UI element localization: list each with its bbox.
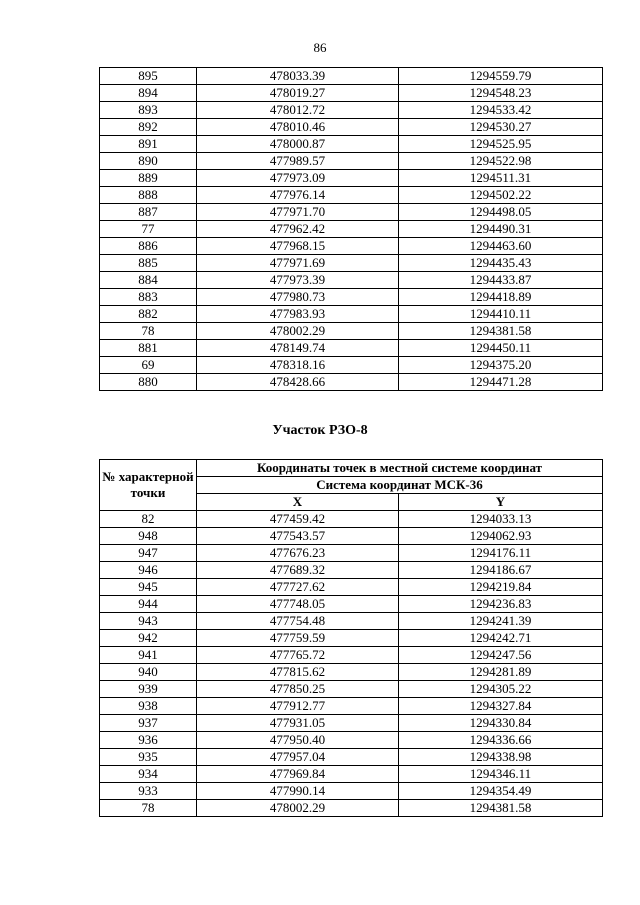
table-header: [100, 460, 603, 511]
y-coordinate-cell: 1294375.20: [399, 357, 603, 374]
table-row: [100, 698, 603, 715]
table-row: [100, 102, 603, 119]
table-row: [100, 545, 603, 562]
table-row: [100, 68, 603, 85]
table-row: [100, 170, 603, 187]
y-coordinate-cell: 1294281.89: [399, 664, 603, 681]
table-row: [100, 187, 603, 204]
y-coordinate-cell: 1294354.49: [399, 783, 603, 800]
y-coordinate-cell: 1294502.22: [399, 187, 603, 204]
table-row: [100, 357, 603, 374]
x-coordinate-cell: 478149.74: [197, 340, 399, 357]
x-coordinate-cell: 477971.69: [197, 255, 399, 272]
table-row: [100, 323, 603, 340]
point-number-cell: 880: [100, 374, 197, 391]
x-coordinate-cell: 477990.14: [197, 783, 399, 800]
point-number-cell: 941: [100, 647, 197, 664]
x-coordinate-cell: 478000.87: [197, 136, 399, 153]
y-coordinate-cell: 1294186.67: [399, 562, 603, 579]
table-row: [100, 647, 603, 664]
y-coordinate-cell: 1294498.05: [399, 204, 603, 221]
table-row: [100, 681, 603, 698]
table-row: [100, 613, 603, 630]
table-row: [100, 119, 603, 136]
point-number-cell: 944: [100, 596, 197, 613]
x-coordinate-cell: 477765.72: [197, 647, 399, 664]
y-coordinate-cell: 1294450.11: [399, 340, 603, 357]
table-row: [100, 783, 603, 800]
point-number-cell: 943: [100, 613, 197, 630]
y-coordinate-cell: 1294241.39: [399, 613, 603, 630]
x-coordinate-cell: 477971.70: [197, 204, 399, 221]
point-number-cell: 891: [100, 136, 197, 153]
point-number-cell: 885: [100, 255, 197, 272]
point-number-cell: 946: [100, 562, 197, 579]
point-number-cell: 895: [100, 68, 197, 85]
table-row: [100, 511, 603, 528]
y-coordinate-cell: 1294219.84: [399, 579, 603, 596]
table-row: [100, 255, 603, 272]
point-number-cell: 890: [100, 153, 197, 170]
point-number-cell: 936: [100, 732, 197, 749]
y-coordinate-cell: 1294511.31: [399, 170, 603, 187]
x-coordinate-cell: 477973.39: [197, 272, 399, 289]
point-number-cell: 882: [100, 306, 197, 323]
x-coordinate-cell: 477957.04: [197, 749, 399, 766]
y-coordinate-cell: 1294530.27: [399, 119, 603, 136]
point-number-cell: 78: [100, 323, 197, 340]
table-row: [100, 766, 603, 783]
section-title: Участок РЗО-8: [272, 423, 368, 438]
x-coordinate-cell: 478318.16: [197, 357, 399, 374]
point-number-cell: 78: [100, 800, 197, 817]
point-number-cell: 937: [100, 715, 197, 732]
x-coordinate-cell: 477754.48: [197, 613, 399, 630]
x-coordinate-cell: 477973.09: [197, 170, 399, 187]
y-coordinate-cell: 1294533.42: [399, 102, 603, 119]
point-number-cell: 938: [100, 698, 197, 715]
point-number-cell: 887: [100, 204, 197, 221]
table-row: [100, 221, 603, 238]
x-coordinate-cell: 477931.05: [197, 715, 399, 732]
table-row: [100, 238, 603, 255]
y-coordinate-cell: 1294381.58: [399, 800, 603, 817]
table-row: [100, 596, 603, 613]
point-number-cell: 945: [100, 579, 197, 596]
x-coordinate-cell: 477962.42: [197, 221, 399, 238]
page-number: 86: [313, 40, 327, 55]
y-coordinate-cell: 1294176.11: [399, 545, 603, 562]
y-coordinate-cell: 1294247.56: [399, 647, 603, 664]
point-number-cell: 893: [100, 102, 197, 119]
table-row: [100, 715, 603, 732]
x-coordinate-cell: 477983.93: [197, 306, 399, 323]
point-number-cell: 888: [100, 187, 197, 204]
x-coordinate-cell: 477950.40: [197, 732, 399, 749]
x-coordinate-cell: 477850.25: [197, 681, 399, 698]
coordinates-table-rzo-8: [99, 459, 603, 817]
coordinates-table-continued: [99, 67, 603, 391]
y-coordinate-cell: 1294490.31: [399, 221, 603, 238]
y-coordinate-cell: 1294033.13: [399, 511, 603, 528]
x-coordinate-cell: 477727.62: [197, 579, 399, 596]
table-row: [100, 749, 603, 766]
table-row: [100, 204, 603, 221]
point-number-cell: 942: [100, 630, 197, 647]
table-row: [100, 579, 603, 596]
x-coordinate-cell: 478002.29: [197, 800, 399, 817]
x-coordinate-cell: 477989.57: [197, 153, 399, 170]
y-coordinate-cell: 1294381.58: [399, 323, 603, 340]
point-number-cell: 884: [100, 272, 197, 289]
table-row: [100, 85, 603, 102]
table-row: [100, 306, 603, 323]
x-coordinate-cell: 478012.72: [197, 102, 399, 119]
header-x: X: [197, 494, 399, 511]
table-body: [100, 511, 603, 817]
y-coordinate-cell: 1294242.71: [399, 630, 603, 647]
x-coordinate-cell: 477815.62: [197, 664, 399, 681]
y-coordinate-cell: 1294410.11: [399, 306, 603, 323]
y-coordinate-cell: 1294305.22: [399, 681, 603, 698]
table-row: [100, 289, 603, 306]
x-coordinate-cell: 477912.77: [197, 698, 399, 715]
table-row: [100, 136, 603, 153]
point-number-cell: 82: [100, 511, 197, 528]
y-coordinate-cell: 1294522.98: [399, 153, 603, 170]
point-number-cell: 939: [100, 681, 197, 698]
y-coordinate-cell: 1294463.60: [399, 238, 603, 255]
table-row: [100, 732, 603, 749]
x-coordinate-cell: 477976.14: [197, 187, 399, 204]
point-number-cell: 940: [100, 664, 197, 681]
point-number-cell: 881: [100, 340, 197, 357]
x-coordinate-cell: 478019.27: [197, 85, 399, 102]
point-number-cell: 77: [100, 221, 197, 238]
x-coordinate-cell: 478002.29: [197, 323, 399, 340]
y-coordinate-cell: 1294433.87: [399, 272, 603, 289]
table-row: [100, 272, 603, 289]
table-row: [100, 562, 603, 579]
point-number-cell: 889: [100, 170, 197, 187]
y-coordinate-cell: 1294327.84: [399, 698, 603, 715]
point-number-cell: 947: [100, 545, 197, 562]
point-number-cell: 934: [100, 766, 197, 783]
x-coordinate-cell: 477459.42: [197, 511, 399, 528]
y-coordinate-cell: 1294548.23: [399, 85, 603, 102]
point-number-cell: 933: [100, 783, 197, 800]
y-coordinate-cell: 1294330.84: [399, 715, 603, 732]
y-coordinate-cell: 1294062.93: [399, 528, 603, 545]
table-row: [100, 153, 603, 170]
point-number-cell: 69: [100, 357, 197, 374]
header-system-title: Система координат МСК-36: [197, 477, 603, 494]
y-coordinate-cell: 1294336.66: [399, 732, 603, 749]
x-coordinate-cell: 478428.66: [197, 374, 399, 391]
x-coordinate-cell: 477759.59: [197, 630, 399, 647]
header-y: Y: [399, 494, 603, 511]
y-coordinate-cell: 1294525.95: [399, 136, 603, 153]
y-coordinate-cell: 1294338.98: [399, 749, 603, 766]
x-coordinate-cell: 478033.39: [197, 68, 399, 85]
point-number-cell: 892: [100, 119, 197, 136]
table-row: [100, 528, 603, 545]
x-coordinate-cell: 477676.23: [197, 545, 399, 562]
y-coordinate-cell: 1294435.43: [399, 255, 603, 272]
y-coordinate-cell: 1294236.83: [399, 596, 603, 613]
point-number-cell: 886: [100, 238, 197, 255]
table-body: [100, 68, 603, 391]
x-coordinate-cell: 477543.57: [197, 528, 399, 545]
table-row: [100, 664, 603, 681]
x-coordinate-cell: 477748.05: [197, 596, 399, 613]
point-number-cell: 894: [100, 85, 197, 102]
table-row: [100, 800, 603, 817]
point-number-cell: 948: [100, 528, 197, 545]
y-coordinate-cell: 1294559.79: [399, 68, 603, 85]
point-number-cell: 883: [100, 289, 197, 306]
x-coordinate-cell: 477980.73: [197, 289, 399, 306]
y-coordinate-cell: 1294346.11: [399, 766, 603, 783]
x-coordinate-cell: 478010.46: [197, 119, 399, 136]
point-number-cell: 935: [100, 749, 197, 766]
x-coordinate-cell: 477969.84: [197, 766, 399, 783]
table-row: [100, 340, 603, 357]
header-coords-title: Координаты точек в местной системе координат: [197, 460, 603, 477]
x-coordinate-cell: 477689.32: [197, 562, 399, 579]
x-coordinate-cell: 477968.15: [197, 238, 399, 255]
y-coordinate-cell: 1294418.89: [399, 289, 603, 306]
table-row: [100, 374, 603, 391]
header-point-number: № характерной точки: [100, 460, 197, 511]
y-coordinate-cell: 1294471.28: [399, 374, 603, 391]
table-row: [100, 630, 603, 647]
